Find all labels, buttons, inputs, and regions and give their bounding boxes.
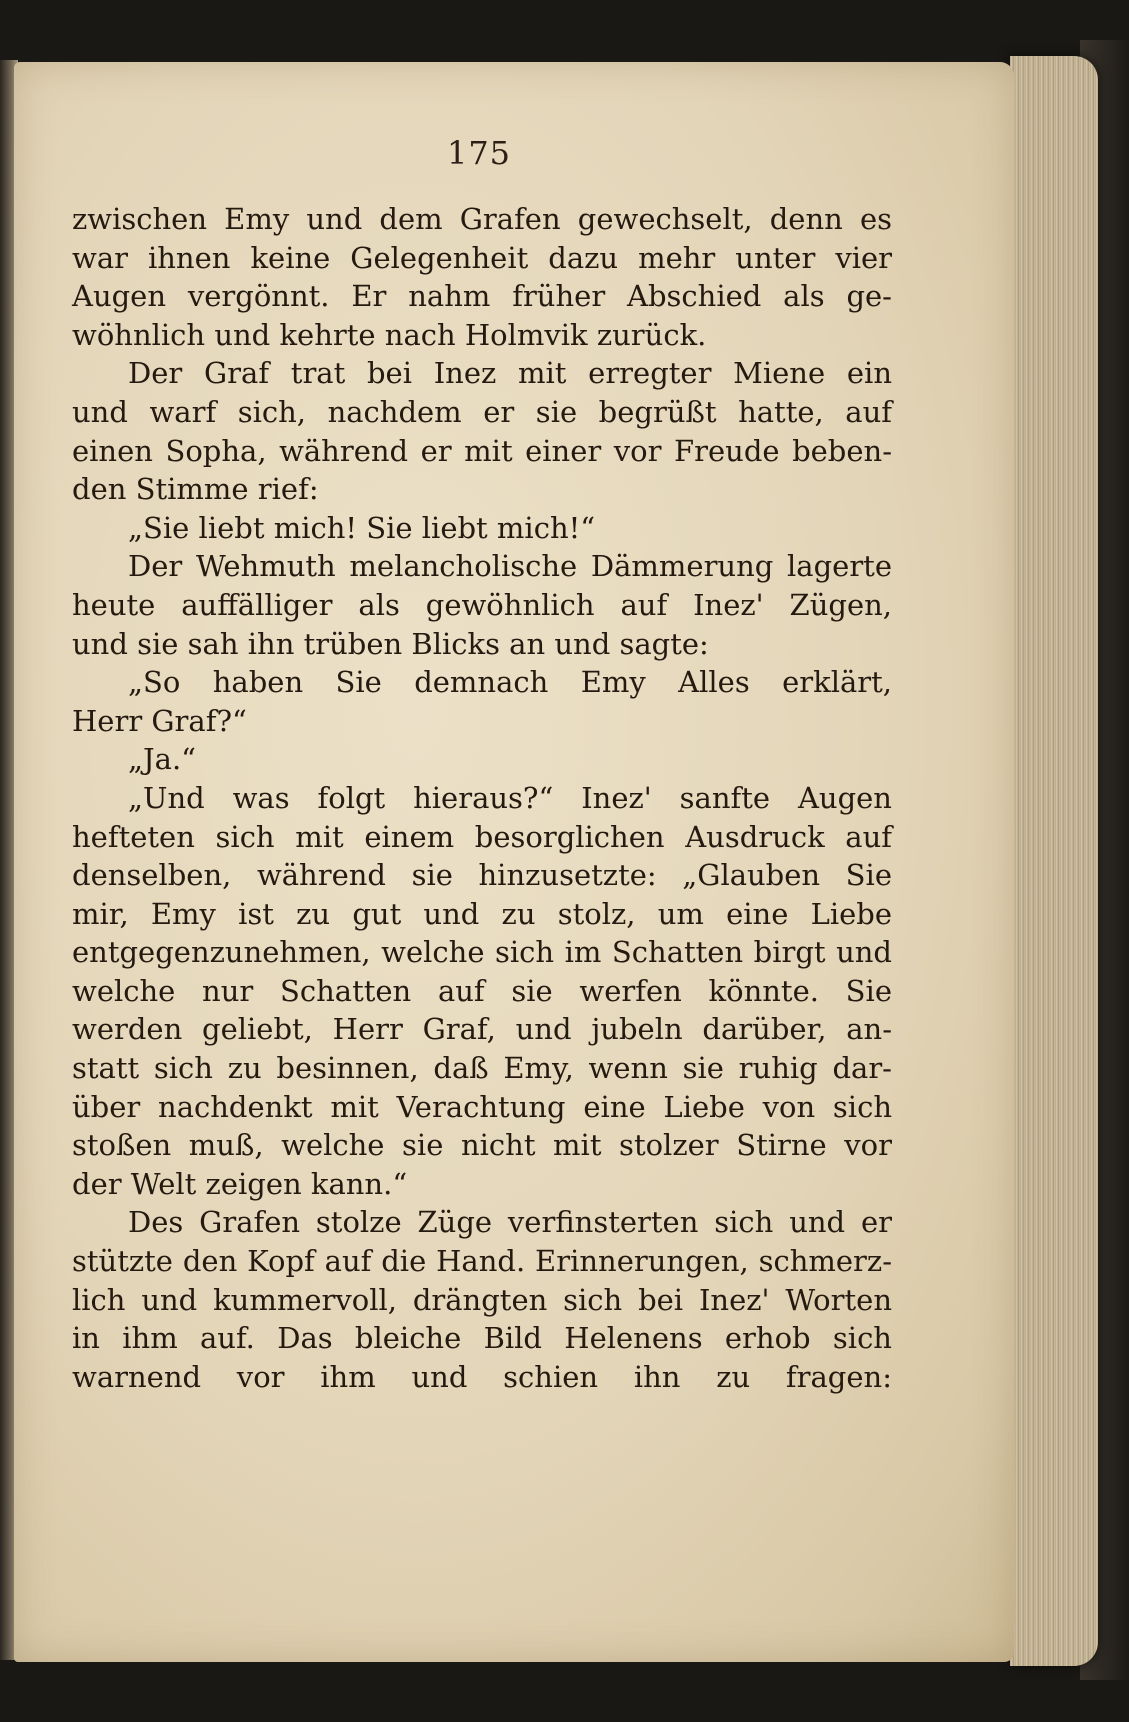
text-line: Der Wehmuth melancholische Dämmerung lagerte bbox=[128, 549, 892, 584]
text-line: über nachdenkt mit Verachtung eine Liebe von sich bbox=[72, 1089, 892, 1124]
text-line: mir, Emy ist zu gut und zu stolz, um eine Liebe bbox=[72, 896, 892, 931]
text-line: Herr Graf?“ bbox=[72, 703, 247, 738]
text-line: stoßen muß, welche sie nicht mit stolzer Stirne vor bbox=[72, 1128, 892, 1163]
text-line: statt sich zu besinnen, daß Emy, wenn sie ruhig dar- bbox=[72, 1051, 892, 1086]
text-line: lich und kummervoll, drängten sich bei Inez' Worten bbox=[72, 1282, 892, 1317]
text-line: denselben, während sie hinzusetzte: „Glauben Sie bbox=[72, 858, 892, 893]
text-line: Der Graf trat bei Inez mit erregter Miene ein bbox=[128, 356, 892, 391]
text-line: „Ja.“ bbox=[128, 742, 196, 777]
text-line: zwischen Emy und dem Grafen gewechselt, denn es bbox=[72, 202, 892, 236]
text-line: „So haben Sie demnach Emy Alles erklärt, bbox=[128, 665, 892, 700]
text-line: welche nur Schatten auf sie werfen könnte. Sie bbox=[72, 973, 892, 1008]
book-page bbox=[14, 62, 1014, 1662]
text-line: hefteten sich mit einem besorglichen Ausdruck auf bbox=[72, 819, 892, 854]
text-line: und sie sah ihn trüben Blicks an und sagte: bbox=[72, 626, 709, 661]
text-line: heute auffälliger als gewöhnlich auf Inez' Zügen, bbox=[72, 587, 892, 622]
page-number: 175 bbox=[446, 134, 512, 172]
text-line: wöhnlich und kehrte nach Holmvik zurück. bbox=[72, 317, 707, 352]
text-line: stützte den Kopf auf die Hand. Erinnerungen, schmerz- bbox=[72, 1244, 892, 1279]
text-line: entgegenzunehmen, welche sich im Schatten birgt und bbox=[72, 935, 892, 970]
text-line: der Welt zeigen kann.“ bbox=[72, 1166, 408, 1201]
page-edges bbox=[1010, 56, 1098, 1666]
body-text bbox=[72, 200, 892, 1396]
text-line: und warf sich, nachdem er sie begrüßt hatte, auf bbox=[72, 394, 892, 429]
text-line: Augen vergönnt. Er nahm früher Abschied als ge- bbox=[72, 279, 892, 314]
text-line: den Stimme rief: bbox=[72, 472, 319, 507]
text-line: „Und was folgt hieraus?“ Inez' sanfte Augen bbox=[128, 780, 892, 815]
text-line: war ihnen keine Gelegenheit dazu mehr unter vier bbox=[72, 240, 892, 275]
text-line: in ihm auf. Das bleiche Bild Helenens erhob sich bbox=[72, 1321, 892, 1356]
text-line: Des Grafen stolze Züge verfinsterten sich und er bbox=[128, 1205, 892, 1240]
text-line: einen Sopha, während er mit einer vor Freude beben- bbox=[72, 433, 892, 468]
text-line: werden geliebt, Herr Graf, und jubeln darüber, an- bbox=[72, 1012, 892, 1047]
text-line: „Sie liebt mich! Sie liebt mich!“ bbox=[128, 510, 596, 545]
text-line: warnend vor ihm und schien ihn zu fragen: bbox=[72, 1359, 892, 1394]
